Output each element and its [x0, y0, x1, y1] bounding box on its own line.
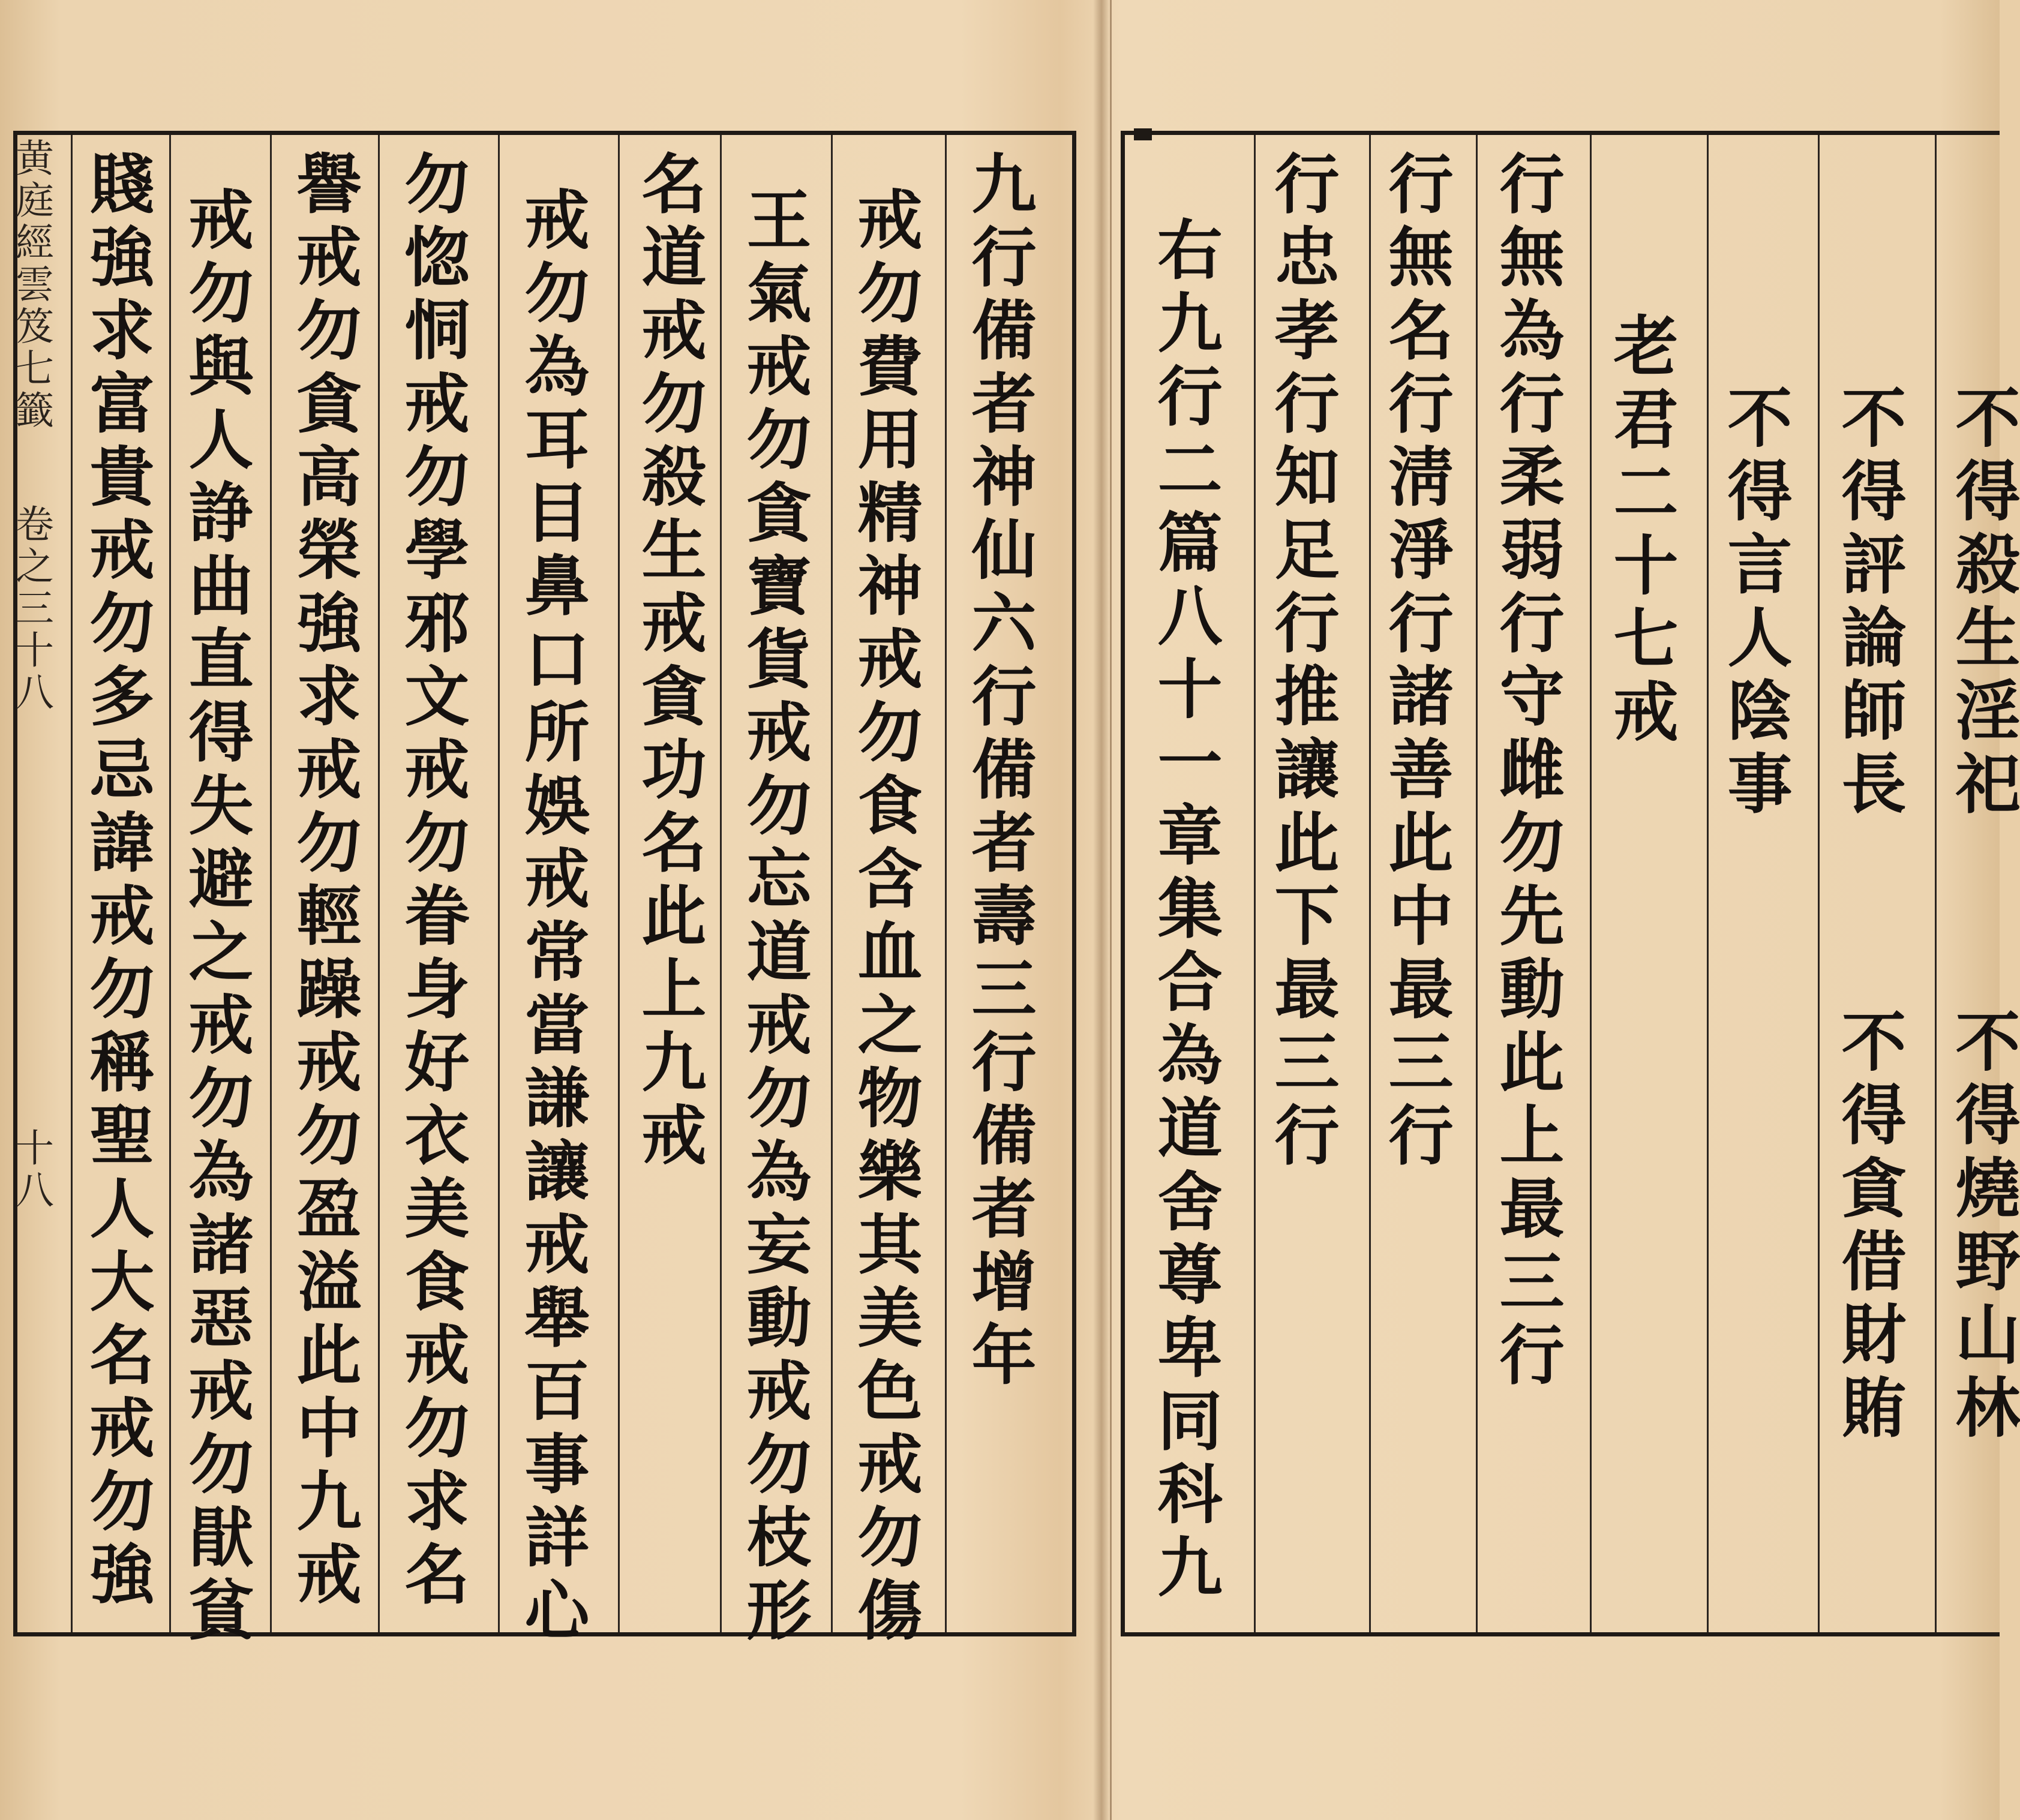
margin-folio: 十八 — [9, 1128, 53, 1212]
text-column-6: 勿惚恫戒勿學邪文戒勿眷身好衣美食戒勿求名 — [394, 150, 469, 1614]
column-rule — [169, 135, 171, 1632]
gutter-edge — [1110, 0, 1112, 1820]
text-column-5: 戒勿為耳目鼻口所娛戒常當謙讓戒舉百事詳心 — [514, 186, 589, 1650]
column-rule — [1707, 135, 1709, 1632]
column-rule — [1818, 135, 1820, 1632]
text-column-upper: 行無為行柔弱行守雌勿先動此上最三行 — [1488, 150, 1564, 1394]
precept-5: 不得燒野山林 — [1944, 1008, 2020, 1447]
column-rule — [1369, 135, 1371, 1632]
text-column-lower: 行忠孝行知足行推讓此下最三行 — [1263, 150, 1339, 1175]
precept-3: 不得貪借財賄 — [1830, 1008, 1906, 1447]
precept-1: 不得言人陰事 — [1716, 384, 1792, 823]
margin-chapter: 卷之三十八 — [9, 504, 53, 714]
precept-2: 不得評論師長 — [1830, 384, 1906, 823]
precept-4: 不得殺生淫祀 — [1944, 384, 2020, 823]
column-rule — [1590, 135, 1592, 1632]
column-rule — [1935, 135, 1937, 1632]
text-column-2: 戒勿費用精神戒勿食含血之物樂其美色戒勿傷 — [847, 186, 922, 1650]
column-rule — [270, 135, 272, 1632]
text-column-3: 王氣戒勿貪寶貨戒勿忘道戒勿為妄動戒勿枝形 — [736, 186, 811, 1650]
column-rule — [1476, 135, 1478, 1632]
column-rule — [1254, 135, 1256, 1632]
text-column-4: 名道戒勿殺生戒貪功名此上九戒 — [631, 150, 706, 1175]
column-rule — [71, 135, 73, 1632]
text-column-7: 譽戒勿貪高榮強求戒勿輕躁戒勿盈溢此中九戒 — [286, 150, 361, 1614]
text-column-summary: 右九行二篇八十一章集合為道舍尊卑同科九 — [1146, 216, 1222, 1606]
column-rule — [618, 135, 620, 1632]
section-heading: 老君二十七戒 — [1602, 312, 1678, 751]
book-gutter — [1093, 0, 1110, 1820]
column-rule — [831, 135, 833, 1632]
column-rule — [378, 135, 380, 1632]
text-column-middle: 行無名行淸淨行諸善此中最三行 — [1377, 150, 1453, 1175]
text-column-1: 九行備者神仙六行備者壽三行備者增年 — [961, 150, 1036, 1394]
column-rule — [498, 135, 500, 1632]
text-column-8: 戒勿與人諍曲直得失避之戒勿為諸惡戒勿猒貧 — [178, 186, 253, 1650]
text-column-9: 賤強求富貴戒勿多忌諱戒勿稱聖人大名戒勿強 — [79, 150, 154, 1614]
margin-title: 黄庭經雲笈七籤 — [9, 138, 53, 432]
column-rule — [945, 135, 947, 1632]
fishtail-marker — [1134, 128, 1152, 140]
column-rule — [720, 135, 722, 1632]
